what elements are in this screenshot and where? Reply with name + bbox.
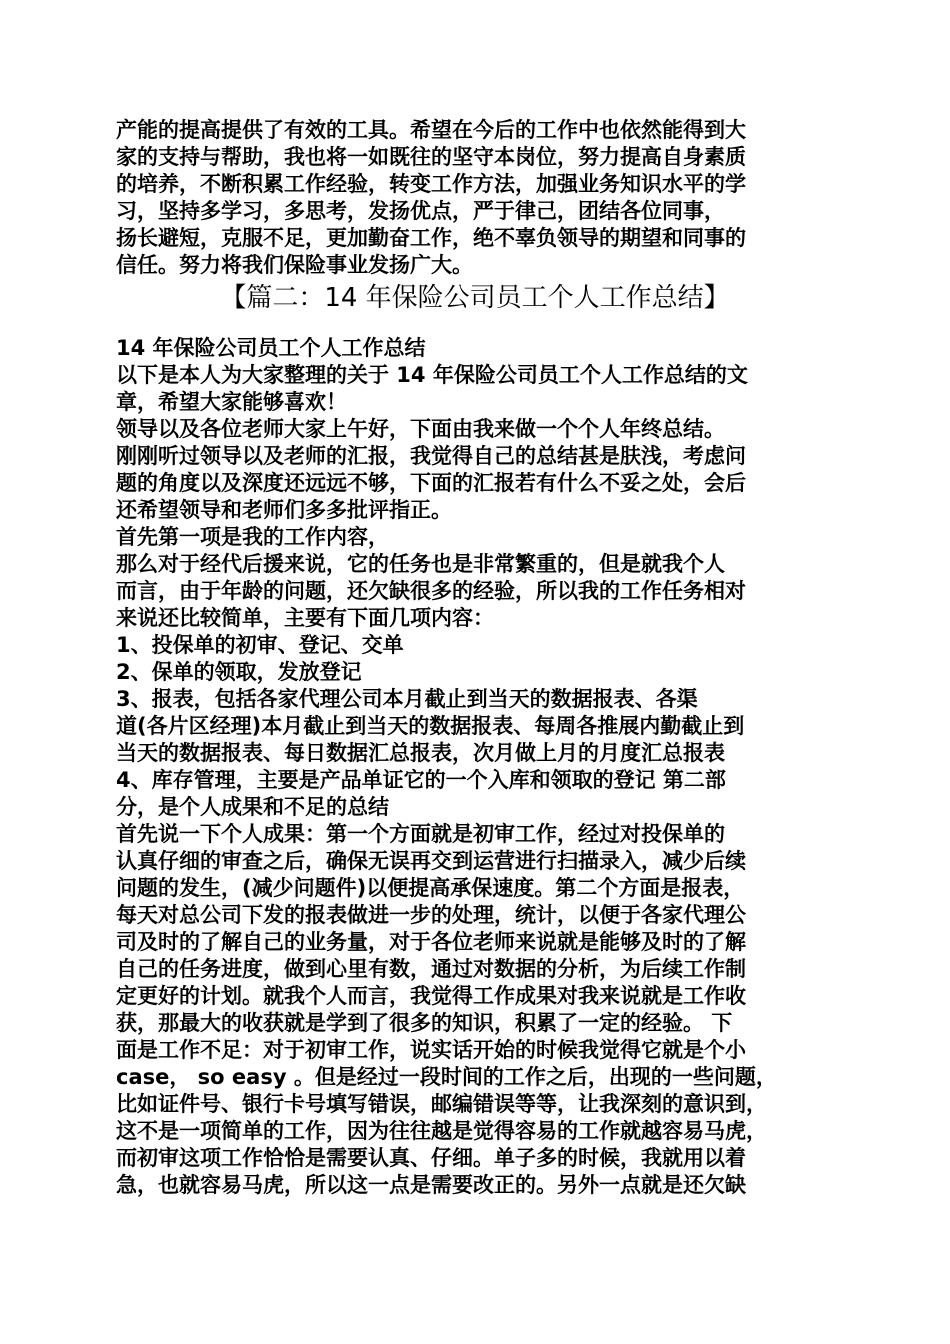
body-line: 而言，由于年龄的问题，还欠缺很多的经验，所以我的工作任务相对 [116,579,746,603]
body-line: 道(各片区经理)本月截止到当天的数据报表、每周各推展内勤截止到 [116,714,745,738]
body-line: 分，是个人成果和不足的总结 [116,795,389,819]
article-title: 14 年保险公司员工个人工作总结 [116,336,426,360]
body-line: 章，希望大家能够喜欢！ [116,390,347,414]
body-line: 信任。努力将我们保险事业发扬广大。 [116,253,473,277]
body-line: 刚刚听过领导以及老师的汇报，我觉得自己的总结甚是肤浅，考虑问 [116,444,746,468]
body-line: 的培养，不断积累工作经验，转变工作方法，加强业务知识水平的学 [116,172,746,196]
body-line: 当天的数据报表、每日数据汇总报表，次月做上月的月度汇总报表 [116,741,725,765]
body-line: 扬长避短，克服不足，更加勤奋工作，绝不辜负领导的期望和同事的 [116,226,746,250]
body-line: 来说还比较简单，主要有下面几项内容： [116,606,494,630]
list-item: 3、报表，包括各家代理公司本月截止到当天的数据报表、各渠 [116,687,698,711]
body-line: 而初审这项工作恰恰是需要认真、仔细。单子多的时候，我就用以着 [116,1146,746,1170]
list-item: 1、投保单的初审、登记、交单 [116,633,404,657]
body-line: 产能的提高提供了有效的工具。希望在今后的工作中也依然能得到大 [116,118,746,142]
body-line: 面是工作不足：对于初审工作，说实话开始的时候我觉得它就是个小 [116,1038,746,1062]
body-line: 每天对总公司下发的报表做进一步的处理，统计，以便于各家代理公 [116,903,746,927]
body-line: 那么对于经代后援来说，它的任务也是非常繁重的，但是就我个人 [116,552,725,576]
body-line: 自己的任务进度，做到心里有数，通过对数据的分析，为后续工作制 [116,957,746,981]
body-line: 急，也就容易马虎，所以这一点是需要改正的。另外一点就是还欠缺 [116,1173,746,1197]
body-line: 首先第一项是我的工作内容， [116,525,389,549]
body-line: 家的支持与帮助，我也将一如既往的坚守本岗位，努力提高自身素质 [116,145,746,169]
body-line: 还希望领导和老师们多多批评指正。 [116,498,452,522]
body-line: 问题的发生，(减少问题件)以便提高承保速度。第二个方面是报表， [116,876,745,900]
body-line: 首先说一下个人成果：第一个方面就是初审工作，经过对投保单的 [116,822,725,846]
list-item: 4、库存管理，主要是产品单证它的一个入库和领取的登记 第二部 [116,768,726,792]
body-line: 习，坚持多学习，多思考，发扬优点，严于律己，团结各位同事， [116,199,725,223]
body-line: 题的角度以及深度还远远不够，下面的汇报若有什么不妥之处，会后 [116,471,746,495]
section-heading: 【篇二：14 年保险公司员工个人工作总结】 [220,283,730,313]
body-line: 领导以及各位老师大家上午好，下面由我来做一个个人年终总结。 [116,417,725,441]
body-line: 认真仔细的审查之后，确保无误再交到运营进行扫描录入，减少后续 [116,849,746,873]
body-line: 以下是本人为大家整理的关于 14 年保险公司员工个人工作总结的文 [116,363,748,387]
list-item: 2、保单的领取，发放登记 [116,660,362,684]
body-line: 司及时的了解自己的业务量，对于各位老师来说就是能够及时的了解 [116,930,746,954]
body-line: 比如证件号、银行卡号填写错误，邮编错误等等，让我深刻的意识到， [116,1092,767,1116]
body-line: 定更好的计划。就我个人而言，我觉得工作成果对我来说就是工作收 [116,984,746,1008]
body-line: 这不是一项简单的工作，因为往往越是觉得容易的工作就越容易马虎， [116,1119,767,1143]
body-line: case， so easy 。但是经过一段时间的工作之后，出现的一些问题， [116,1065,777,1089]
body-line: 获，那最大的收获就是学到了很多的知识，积累了一定的经验。 下 [116,1011,733,1035]
